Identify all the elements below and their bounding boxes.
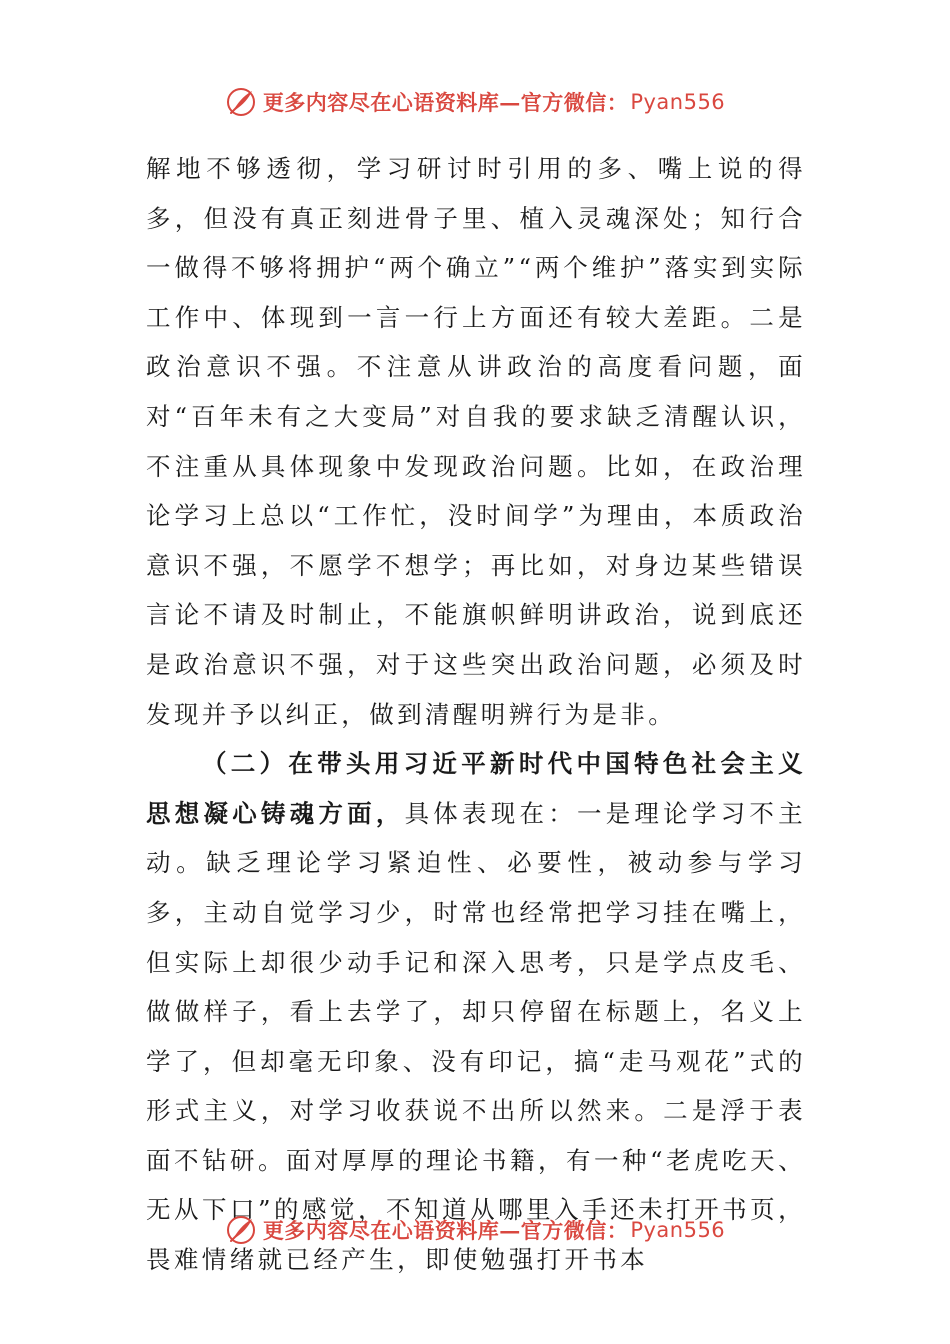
paragraph-1 <box>146 144 806 739</box>
watermark-text: 更多内容尽在心语资料库—官方微信： <box>262 90 629 115</box>
document-body <box>146 144 806 1285</box>
watermark-header <box>0 80 950 124</box>
watermark-footer <box>0 1208 950 1252</box>
watermark-account: Pyan556 <box>630 1218 726 1242</box>
feather-pen-logo-icon <box>225 86 257 118</box>
watermark-account: Pyan556 <box>630 90 726 114</box>
paragraph-2-text: 具体表现在：一是理论学习不主动。缺乏理论学习紧迫性、必要性，被动参与学习多，主动自觉学习少，时常也经常把学习挂在嘴上，但实际上却很少动手记和深入思考，只是学点皮毛、做做样子，看上去学了，却只停留在标题上，名义上学了，但却毫无印象、没有印记，搞“走马观花”式的形式主义，对学习收获说不出所以然来。二是浮于表面不钻研。面对厚厚的理论书籍，有一种“老虎吃天、无从下口”的感觉，不知道从哪里入手还未打开书页，畏难情绪就已经产生，即使勉强打开书本 <box>146 798 806 1275</box>
watermark-text: 更多内容尽在心语资料库—官方微信： <box>262 1218 629 1243</box>
paragraph-2 <box>146 739 806 1285</box>
section-heading: （二）在带头用习近平新时代中国特色社会主义思想凝心铸魂方面， <box>146 749 806 828</box>
feather-pen-logo-icon <box>225 1214 257 1246</box>
paragraph-1-text: 解地不够透彻，学习研讨时引用的多、嘴上说的得多，但没有真正刻进骨子里、植入灵魂深处；知行合一做得不够将拥护“两个确立”“两个维护”落实到实际工作中、体现到一言一行上方面还有较大差距。二是政治意识不强。不注意从讲政治的高度看问题，面对“百年未有之大变局”对自我的要求缺乏清醒认识，不注重从具体现象中发现政治问题。比如，在政治理论学习上总以“工作忙，没时间学”为理由，本质政治意识不强，不愿学不想学；再比如，对身边某些错误言论不请及时制止，不能旗帜鲜明讲政治，说到底还是政治意识不强，对于这些突出政治问题，必须及时发现并予以纠正，做到清醒明辨行为是非。 <box>146 154 806 729</box>
